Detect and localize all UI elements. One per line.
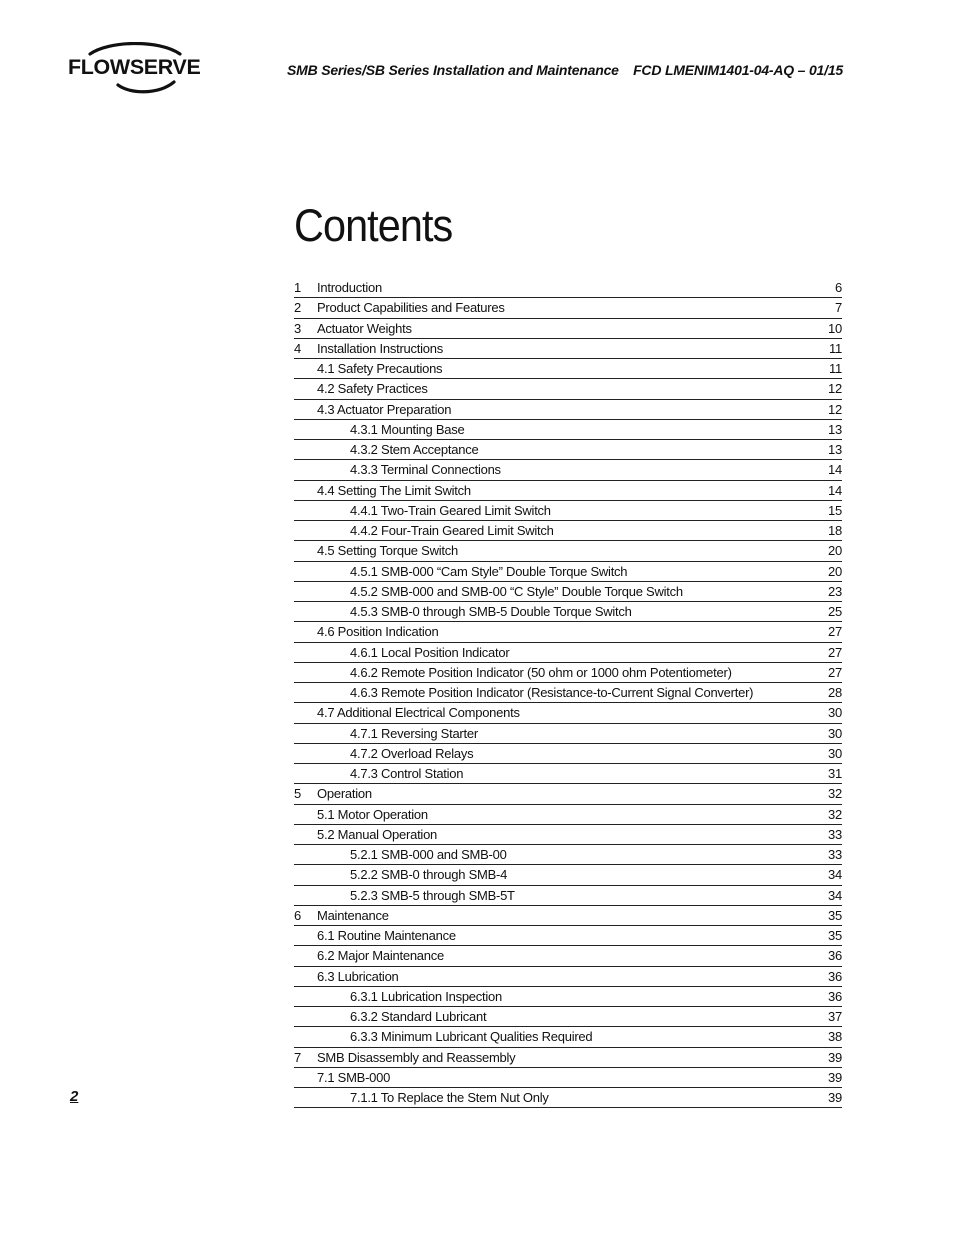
toc-entry[interactable] <box>294 825 842 845</box>
toc-entry[interactable] <box>294 278 842 298</box>
toc-section-title: 6.1 Routine Maintenance <box>317 928 456 943</box>
toc-section-title: 4.5.3 SMB-0 through SMB-5 Double Torque Switch <box>350 604 632 619</box>
toc-entry[interactable] <box>294 987 842 1007</box>
toc-entry[interactable] <box>294 1068 842 1088</box>
toc-entry[interactable] <box>294 379 842 399</box>
toc-section-number: 1 <box>294 280 301 295</box>
toc-section-title: 4.1 Safety Precautions <box>317 361 443 376</box>
toc-section-number: 2 <box>294 300 301 316</box>
toc-section-number: 7 <box>294 1049 301 1065</box>
toc-entry[interactable] <box>294 764 842 784</box>
toc-section-title: 4.6.3 Remote Position Indicator (Resistance-to-Current Signal Converter) <box>350 685 754 700</box>
toc-entry[interactable] <box>294 967 842 987</box>
toc-entry[interactable] <box>294 339 842 359</box>
toc-page-number: 13 <box>828 421 842 437</box>
toc-section-title: Operation <box>317 786 372 802</box>
toc-section-number: 5 <box>294 786 301 802</box>
toc-entry[interactable] <box>294 298 842 318</box>
toc-section-title: Actuator Weights <box>317 320 412 336</box>
flowserve-logo <box>68 42 208 96</box>
toc-page-number: 31 <box>828 766 842 781</box>
toc-section-title: 4.5.1 SMB-000 “Cam Style” Double Torque Switch <box>350 563 628 579</box>
toc-section-title: 5.2.2 SMB-0 through SMB-4 <box>350 867 508 883</box>
toc-section-title: Maintenance <box>317 907 389 923</box>
toc-section-title: Product Capabilities and Features <box>317 300 505 316</box>
toc-entry[interactable] <box>294 805 842 825</box>
toc-page-number: 10 <box>828 320 842 336</box>
toc-section-title: 4.7.2 Overload Relays <box>350 745 474 761</box>
toc-section-number: 6 <box>294 907 301 923</box>
toc-page-number: 11 <box>829 361 842 376</box>
toc-section-title: 5.1 Motor Operation <box>317 806 428 822</box>
toc-entry[interactable] <box>294 1088 842 1108</box>
toc-entry[interactable] <box>294 440 842 460</box>
toc-entry[interactable] <box>294 703 842 723</box>
toc-section-title: 6.3.1 Lubrication Inspection <box>350 988 502 1004</box>
toc-section-title: 5.2.3 SMB-5 through SMB-5T <box>350 887 515 903</box>
toc-page-number: 30 <box>828 705 842 721</box>
toc-entry[interactable] <box>294 865 842 885</box>
toc-entry[interactable] <box>294 1048 842 1068</box>
toc-section-title: 4.7 Additional Electrical Components <box>317 705 520 721</box>
toc-entry[interactable] <box>294 663 842 683</box>
toc-section-title: 4.3.3 Terminal Connections <box>350 462 501 478</box>
toc-page-number: 32 <box>828 806 842 822</box>
toc-section-title: 4.5.2 SMB-000 and SMB-00 “C Style” Double Torque Switch <box>350 583 683 599</box>
toc-entry[interactable] <box>294 643 842 663</box>
toc-entry[interactable] <box>294 744 842 764</box>
toc-page-number: 15 <box>828 502 842 518</box>
toc-entry[interactable] <box>294 886 842 906</box>
toc-page-number: 39 <box>828 1049 842 1065</box>
toc-entry[interactable] <box>294 946 842 966</box>
document-code: FCD LMENIM1401-04-AQ – 01/15 <box>633 62 843 78</box>
toc-page-number: 20 <box>828 563 842 579</box>
toc-page-number: 28 <box>828 685 842 700</box>
toc-entry[interactable] <box>294 562 842 582</box>
toc-section-title: 4.4.2 Four-Train Geared Limit Switch <box>350 523 554 538</box>
toc-page-number: 25 <box>828 604 842 619</box>
toc-page-number: 20 <box>828 543 842 559</box>
toc-page-number: 27 <box>828 624 842 640</box>
toc-entry[interactable] <box>294 400 842 420</box>
page-number: 2 <box>70 1088 79 1105</box>
toc-page-number: 12 <box>828 401 842 417</box>
toc-entry[interactable] <box>294 582 842 602</box>
toc-section-title: Introduction <box>317 280 382 295</box>
toc-section-number: 4 <box>294 340 301 356</box>
toc-page-number: 33 <box>828 847 842 862</box>
toc-page-number: 36 <box>828 968 842 984</box>
toc-page-number: 27 <box>828 664 842 680</box>
toc-page-number: 14 <box>828 482 842 498</box>
toc-page-number: 6 <box>835 280 842 295</box>
toc-page-number: 23 <box>828 583 842 599</box>
toc-page-number: 36 <box>828 988 842 1004</box>
toc-entry[interactable] <box>294 724 842 744</box>
toc-page-number: 34 <box>828 887 842 903</box>
toc-page-number: 30 <box>828 725 842 741</box>
toc-entry[interactable] <box>294 906 842 926</box>
toc-page-number: 7 <box>835 300 842 316</box>
toc-entry[interactable] <box>294 501 842 521</box>
toc-page-number: 36 <box>828 948 842 964</box>
toc-page-number: 34 <box>828 867 842 883</box>
toc-page-number: 35 <box>828 907 842 923</box>
toc-entry[interactable] <box>294 845 842 865</box>
toc-section-title: 7.1.1 To Replace the Stem Nut Only <box>350 1090 549 1105</box>
table-of-contents <box>294 278 842 1108</box>
toc-section-title: 6.2 Major Maintenance <box>317 948 444 964</box>
toc-entry[interactable] <box>294 602 842 622</box>
toc-section-title: 7.1 SMB-000 <box>317 1069 391 1085</box>
toc-page-number: 12 <box>828 381 842 397</box>
toc-page-number: 32 <box>828 786 842 802</box>
toc-page-number: 39 <box>828 1090 842 1105</box>
toc-page-number: 37 <box>828 1009 842 1024</box>
running-header <box>287 62 843 78</box>
toc-page-number: 14 <box>828 462 842 478</box>
toc-page-number: 11 <box>829 340 842 356</box>
toc-section-number: 3 <box>294 320 301 336</box>
toc-section-title: 4.3.1 Mounting Base <box>350 421 465 437</box>
toc-section-title: 4.4 Setting The Limit Switch <box>317 482 471 498</box>
toc-page-number: 39 <box>828 1069 842 1085</box>
toc-entry[interactable] <box>294 1007 842 1027</box>
toc-section-title: 4.4.1 Two-Train Geared Limit Switch <box>350 502 551 518</box>
toc-section-title: 4.6.2 Remote Position Indicator (50 ohm or 1000 ohm Potentiometer) <box>350 664 732 680</box>
toc-section-title: 4.3.2 Stem Acceptance <box>350 442 479 457</box>
toc-entry[interactable] <box>294 926 842 946</box>
toc-entry[interactable] <box>294 784 842 804</box>
toc-section-title: 4.7.1 Reversing Starter <box>350 725 478 741</box>
toc-entry[interactable] <box>294 683 842 703</box>
toc-section-title: 4.6.1 Local Position Indicator <box>350 644 510 660</box>
toc-page-number: 35 <box>828 928 842 943</box>
toc-page-number: 13 <box>828 442 842 457</box>
toc-section-title: 4.5 Setting Torque Switch <box>317 543 458 559</box>
toc-section-title: 4.7.3 Control Station <box>350 766 464 781</box>
toc-section-title: 6.3 Lubrication <box>317 968 399 984</box>
toc-entry[interactable] <box>294 521 842 541</box>
logo-wordmark: FLOWSERVE <box>68 56 201 79</box>
toc-entry[interactable] <box>294 319 842 339</box>
toc-section-title: 6.3.3 Minimum Lubricant Qualities Required <box>350 1029 593 1045</box>
toc-page-number: 18 <box>828 523 842 538</box>
toc-section-title: SMB Disassembly and Reassembly <box>317 1049 516 1065</box>
toc-section-title: 5.2.1 SMB-000 and SMB-00 <box>350 847 507 862</box>
toc-section-title: 4.2 Safety Practices <box>317 381 428 397</box>
toc-section-title: 6.3.2 Standard Lubricant <box>350 1009 487 1024</box>
toc-page-number: 38 <box>828 1029 842 1045</box>
page-title: Contents <box>294 200 453 251</box>
toc-section-title: 4.3 Actuator Preparation <box>317 401 452 417</box>
toc-section-title: Installation Instructions <box>317 340 443 356</box>
toc-entry[interactable] <box>294 359 842 379</box>
toc-page-number: 33 <box>828 826 842 842</box>
toc-section-title: 5.2 Manual Operation <box>317 826 438 842</box>
toc-page-number: 30 <box>828 745 842 761</box>
toc-entry[interactable] <box>294 460 842 480</box>
toc-entry[interactable] <box>294 1027 842 1047</box>
toc-entry[interactable] <box>294 420 842 440</box>
toc-section-title: 4.6 Position Indication <box>317 624 439 640</box>
toc-entry[interactable] <box>294 622 842 642</box>
toc-page-number: 27 <box>828 644 842 660</box>
toc-entry[interactable] <box>294 481 842 501</box>
document-title: SMB Series/SB Series Installation and Maintenance <box>287 62 619 78</box>
toc-entry[interactable] <box>294 541 842 561</box>
